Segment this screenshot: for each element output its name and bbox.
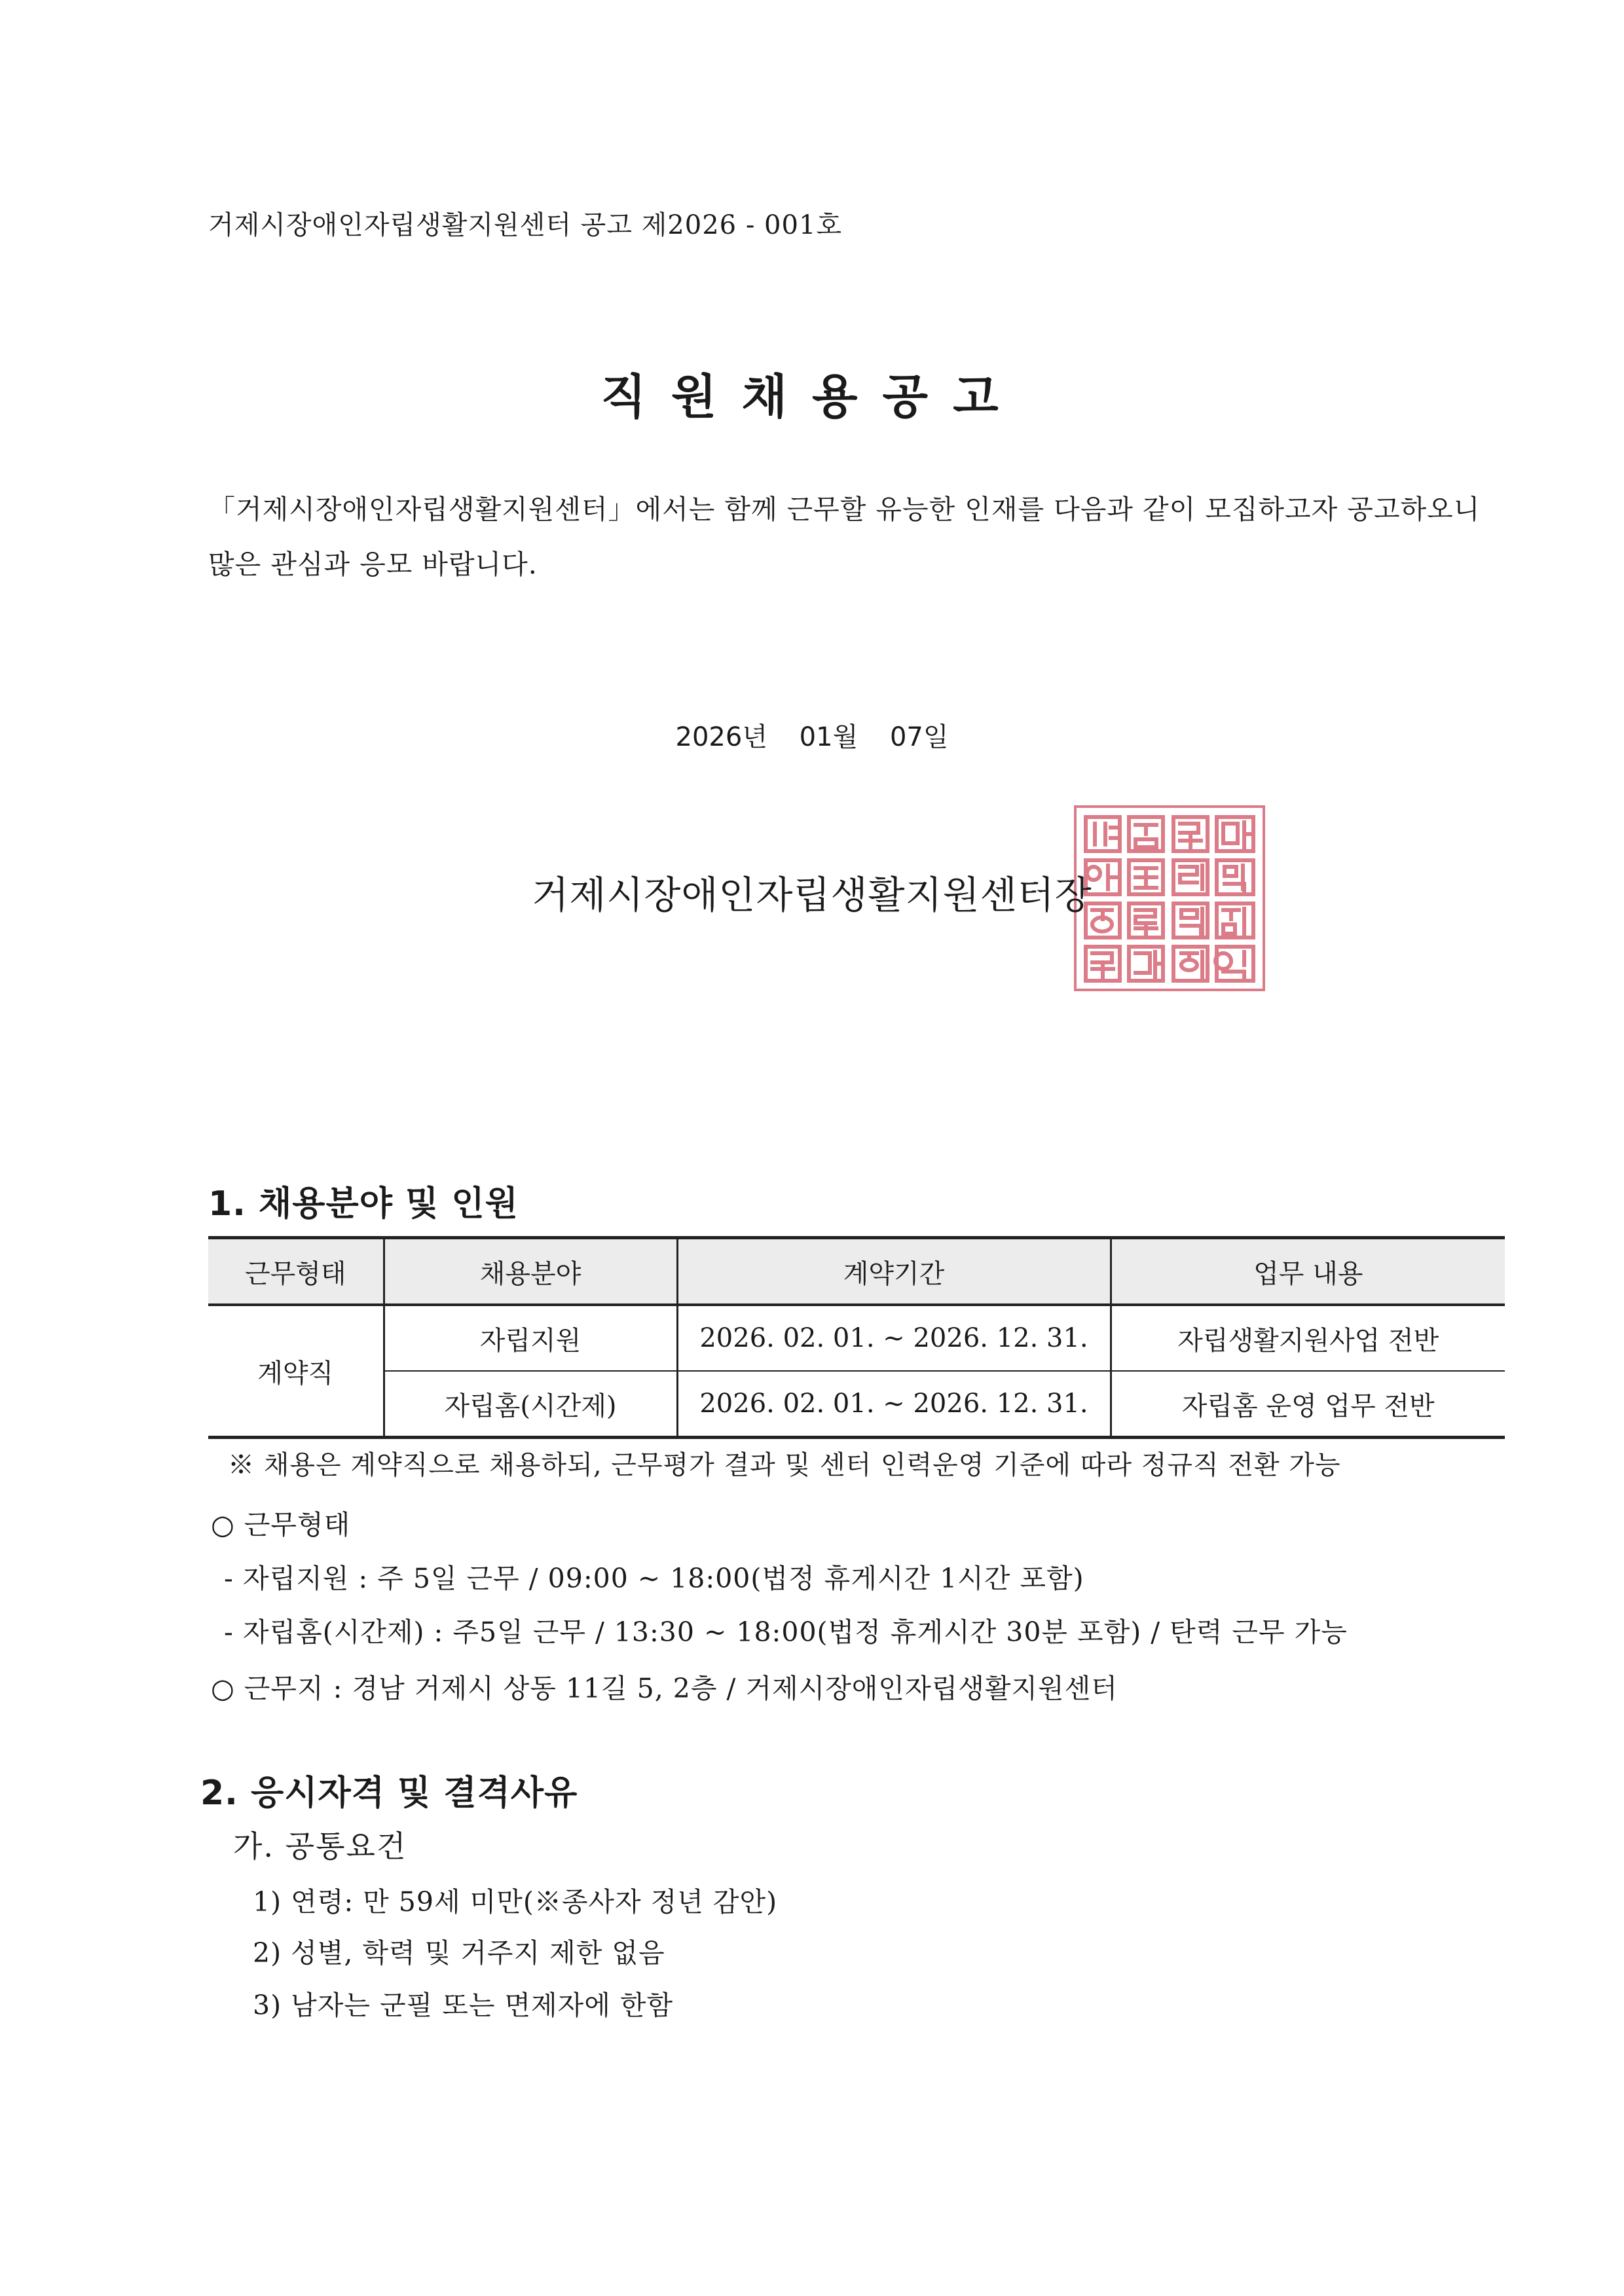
cell-period: 2026. 02. 01. ~ 2026. 12. 31. (677, 1305, 1111, 1371)
cell-duty: 자립홈 운영 업무 전반 (1111, 1371, 1505, 1438)
header-field: 채용분야 (384, 1238, 677, 1305)
header-duty: 업무 내용 (1111, 1238, 1505, 1305)
section2-subtitle: 가. 공통요건 (233, 1829, 407, 1864)
table-note: ※ 채용은 계약직으로 채용하되, 근무평가 결과 및 센터 인력운영 기준에 따라 정규직 전환 가능 (228, 1450, 1341, 1480)
cell-duty: 자립생활지원사업 전반 (1111, 1305, 1505, 1371)
date-month: 01월 (799, 722, 858, 752)
date-year: 2026년 (675, 722, 767, 752)
work-type-label: ○ 근무형태 (211, 1509, 351, 1540)
table-header-row (208, 1238, 1505, 1305)
cell-field: 자립홈(시간제) (384, 1371, 677, 1438)
requirement-item: 1) 연령: 만 59세 미만(※종사자 정년 감안) (253, 1886, 778, 1918)
notice-number: 거제시장애인자립생활지원센터 공고 제2026 - 001호 (208, 210, 843, 240)
cell-employment-type: 계약직 (208, 1305, 384, 1438)
table-row (208, 1371, 1505, 1438)
date-day: 07일 (889, 722, 949, 752)
signer-name: 거제시장애인자립생활지원센터장 (532, 873, 1092, 917)
section2-title: 2. 응시자격 및 결격사유 (200, 1774, 578, 1813)
notice-date (0, 716, 1624, 754)
requirement-item: 2) 성별, 학력 및 거주지 제한 없음 (253, 1937, 665, 1969)
cell-field: 자립지원 (384, 1305, 677, 1371)
work-type-item: - 자립지원 : 주 5일 근무 / 09:00 ~ 18:00(법정 휴게시간 1시간 포함) (224, 1563, 1084, 1594)
cell-period: 2026. 02. 01. ~ 2026. 12. 31. (677, 1371, 1111, 1438)
work-type-item: - 자립홈(시간제) : 주5일 근무 / 13:30 ~ 18:00(법정 휴게시간 30분 포함) / 탄력 근무 가능 (224, 1616, 1348, 1648)
workplace-line: ○ 근무지 : 경남 거제시 상동 11길 5, 2층 / 거제시장애인자립생활지원센터 (211, 1673, 1118, 1704)
requirement-item: 3) 남자는 군필 또는 면제자에 한함 (253, 1990, 674, 2021)
header-employment-type: 근무형태 (208, 1238, 384, 1305)
header-period: 계약기간 (677, 1238, 1111, 1305)
table-row (208, 1305, 1505, 1371)
section1-title: 1. 채용분야 및 인원 (208, 1184, 519, 1224)
intro-paragraph: 「거제시장애인자립생활지원센터」에서는 함께 근무할 유능한 인재를 다음과 같이 모집하고자 공고하오니 많은 관심과 응모 바랍니다. (208, 494, 1481, 580)
page-title: 직원채용공고 (600, 369, 1024, 424)
recruitment-table (208, 1236, 1505, 1439)
